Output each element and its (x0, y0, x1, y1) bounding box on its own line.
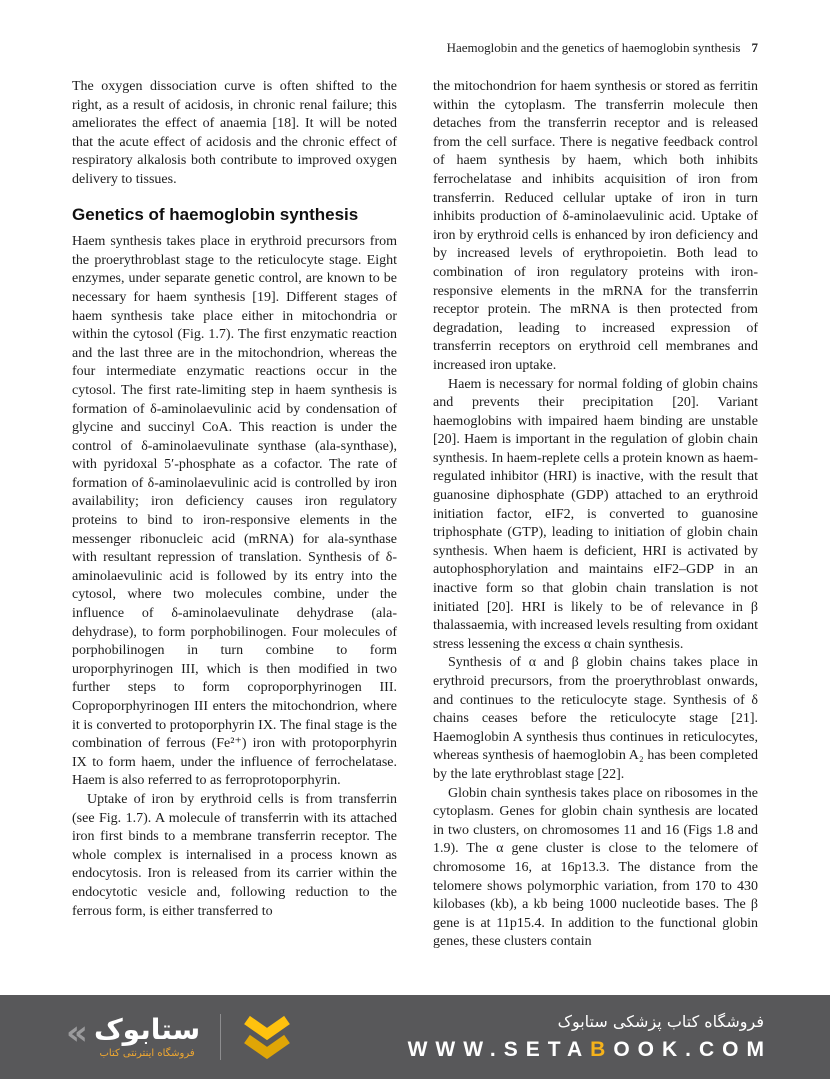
website-url (408, 1038, 772, 1062)
footer-divider (220, 1014, 221, 1060)
section-heading: Genetics of haemoglobin synthesis (72, 204, 359, 224)
paragraph-mitochondrion-continuation: the mitochondrion for haem synthesis or stored as ferritin within the cytoplasm. The transferrin molecule then detaches from the transferrin receptor and is released from the cell surface. There is negative feedback control of haem synthesis by haem, which both inhibits ferrochelatase and inhibits acquisition of iron from transferrin. Reduced cellular uptake of iron in turn inhibits production of δ-aminolaevulinic acid. Uptake of iron by erythroid cells is enhanced by iron deficiency and by increased levels of erythropoietin. Both lead to combination of iron regulatory proteins with iron-responsive elements in the mRNA for the transferrin receptor protein. The mRNA is then protected from degradation, leading to increased expression of transferrin receptors on erythroid cell membranes and increased iron uptake. (433, 79, 758, 373)
page-number: 7 (751, 40, 758, 55)
setabook-emblem-icon (241, 1012, 293, 1062)
logo-wordmark-block (94, 1015, 200, 1059)
paragraph-alpha-beta-synthesis: Synthesis of α and β globin chains takes place in erythroid precursors, from the proerythroblast onwards, and continues to the reticulocyte stage. Synthesis of δ chains ceases before the reticulocyte stage [21]. Haemoglobin A synthesis thus continues in reticulocytes, whereas synthesis of haemoglobin A₂ has been completed by the late erythroblast stage [22]. (433, 655, 758, 782)
left-column (72, 78, 397, 952)
paragraph-iron-uptake: Uptake of iron by erythroid cells is from transferrin (see Fig. 1.7). A molecule of transferrin with its attached iron first binds to a membrane transferrin receptor. The whole complex is internalised in a process known as endocytosis. Iron is released from its carrier within the endocytotic vesicle and, following reduction to the ferrous form, is either transferred to (72, 791, 397, 919)
text-columns (72, 78, 758, 952)
website-part: OOK.COM (613, 1038, 772, 1061)
paragraph-oxygen-dissociation: The oxygen dissociation curve is often shifted to the right, as a result of acidosis, in chronic renal failure; this ameliorates the effect of anaemia [18]. It will be noted that the acute effect of acidosis and the chronic effect of respiratory alkalosis both contribute to improved oxygen delivery to tissues. (72, 79, 397, 187)
setabook-logo (66, 1012, 293, 1062)
footer-bar (0, 995, 830, 1079)
paragraph-haem-folding: Haem is necessary for normal folding of globin chains and prevents their precipitation [20]. Variant haemoglobins with impaired haem binding are unstable [20]. Haem is important in the regulation of globin chain synthesis. In haem-replete cells a protein known as haem-regulated inhibitor (HRI) is inactive, with the result that guanosine diphosphate (GDP) attached to an erythroid initiation factor, eIF2, is converted to guanosine triphosphate (GTP), leading to initiation of globin chain synthesis. When haem is deficient, HRI is activated by autophosphorylation and maintains eIF2–GDP in an inactive form so that globin chain translation is not initiated [20]. HRI is likely to be of relevance in β thalassaemia, with increased levels resulting from oxidant stress lessening the excess α chain synthesis. (433, 376, 758, 652)
website-highlight: B (590, 1038, 614, 1061)
store-info (407, 1012, 772, 1062)
logo-tagline: فروشگاه اینترنتی کتاب (99, 1047, 195, 1059)
paragraph-globin-genes: Globin chain synthesis takes place on ribosomes in the cytoplasm. Genes for globin chain synthesis are located in two clusters, on chromosomes 11 and 16 (Figs 1.8 and 1.9). The α gene cluster is close to the telomere of chromosome 16, at 16p13.3. The distance from the telomere shows polymorphic variation, from 170 to 430 kilobases (kb), a kb being 1000 nucleotide bases. The β gene is at 11p15.4. In addition to the functional globin genes, these clusters contain (433, 785, 758, 950)
running-header (447, 40, 758, 56)
website-part: WWW.SETA (407, 1038, 591, 1061)
store-name: فروشگاه کتاب پزشکی ستابوک (557, 1012, 764, 1031)
right-column (433, 78, 758, 952)
double-chevron-icon: « (66, 1013, 88, 1053)
logo-wordmark: ستابوک (93, 1013, 201, 1047)
running-title: Haemoglobin and the genetics of haemoglobin synthesis (446, 40, 741, 55)
paragraph-haem-synthesis: Haem synthesis takes place in erythroid precursors from the proerythroblast stage to the reticulocyte stage. Eight enzymes, under separate genetic control, are known to be necessary for haem synthesis [19]. Different stages of haem synthesis take place either in mitochondria or within the cytosol (Fig. 1.7). The first enzymatic reaction and the last three are in the mitochondrion, whereas the four intermediate enzymatic reactions occur in the cytosol. The first rate-limiting step in haem synthesis is formation of δ-aminolaevulinic acid by condensation of glycine and succinyl CoA. This reaction is under the control of δ-aminolaevulinate synthase (ala-synthase), with pyridoxal 5′-phosphate as a cofactor. The rate of formation of δ-aminolaevulinic acid is controlled by iron availability; iron deficiency causes iron regulatory proteins to bind to iron-responsive elements in the messenger ribonucleic acid (mRNA) for ala-synthase with resultant repression of translation. Synthesis of δ-aminolaevulinic acid is followed by its entry into the cytosol, where two molecules combine, under the influence of δ-aminolaevulinate dehydrase (ala-dehydrase), to form porphobilinogen. Four molecules of porphobilinogen in turn combine to form uroporphyrinogen III, which is then modified in two further steps to form coproporphyrinogen III. Coproporphyrinogen III enters the mitochondrion, where it is converted to protoporphyrin IX. The final stage is the combination of ferrous (Fe²⁺) iron with protoporphyrin IX to form haem, under the influence of ferrochelatase. Haem is also referred to as ferroprotoporphyrin. (72, 234, 397, 789)
